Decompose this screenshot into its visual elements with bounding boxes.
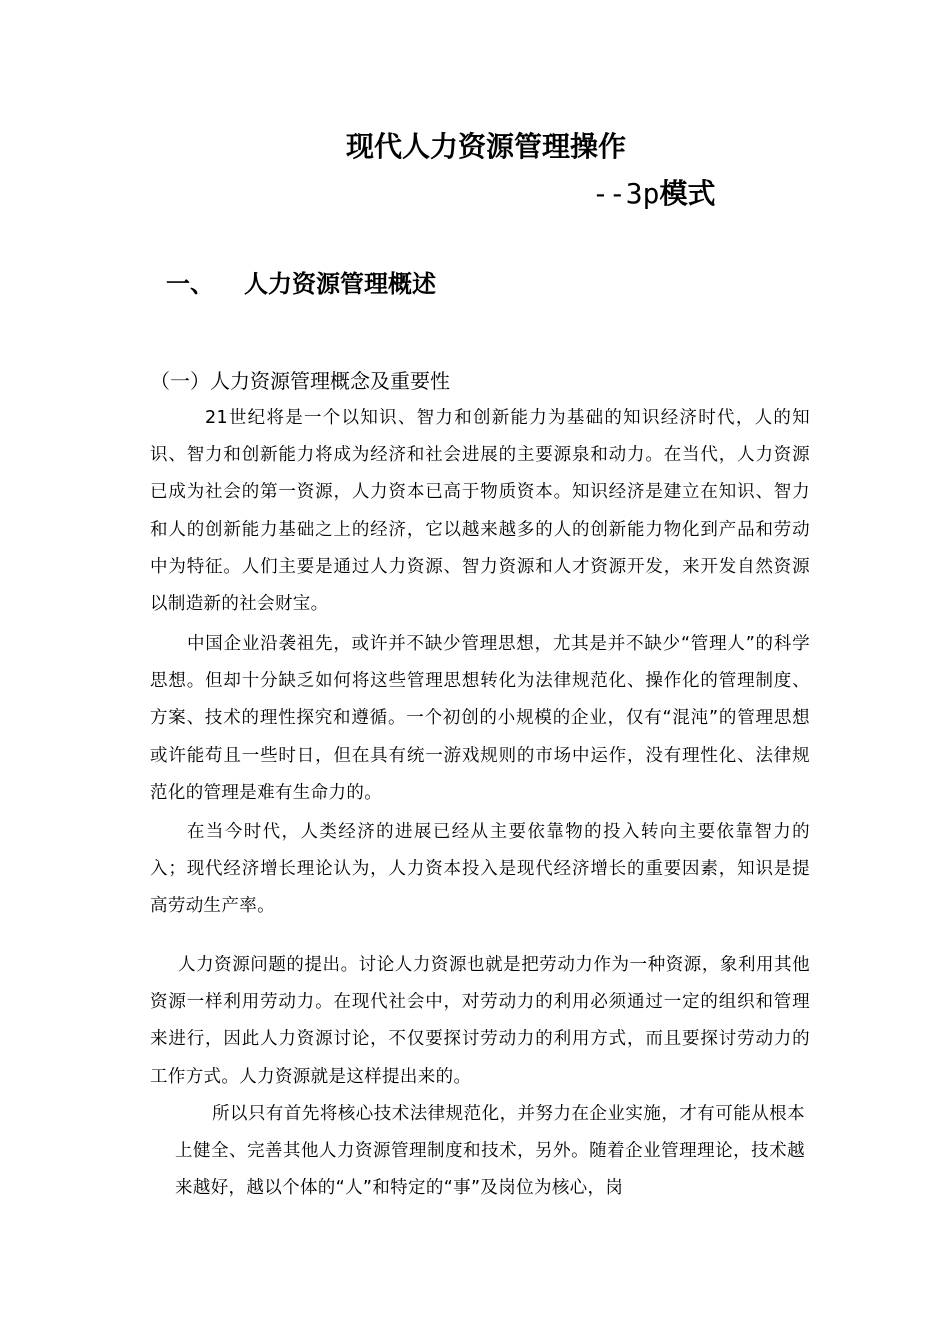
- section-title: 人力资源管理概述: [244, 270, 436, 298]
- document-subtitle: [592, 174, 715, 214]
- paragraph-5: 所以只有首先将核心技术法律规范化，并努力在企业实施，才有可能从根本上健全、完善其他人力资源管理制度和技术，另外。随着企业管理理论，技术越来越好，越以个体的“人”和特定的“事”及岗位为核心，岗: [175, 1104, 805, 1199]
- document-title: 现代人力资源管理操作: [346, 130, 627, 163]
- paragraph-3: 在当今时代，人类经济的进展已经从主要依靠物的投入转向主要依靠智力的入；现代经济增长理论认为，人力资本投入是现代经济增长的重要因素，知识是提高劳动生产率。: [150, 822, 810, 917]
- paragraph-1: 21世纪将是一个以知识、智力和创新能力为基础的知识经济时代，人的知识、智力和创新能力将成为经济和社会进展的主要源泉和动力。在当代，人力资源已成为社会的第一资源，人力资本已高于物质资本。知识经济是建立在知识、智力和人的创新能力基础之上的经济，它以越来越多的人的创新能力物化到产品和劳动中为特征。人们主要是通过人力资源、智力资源和人才资源开发，来开发自然资源以制造新的社会财宝。: [150, 408, 810, 615]
- section-number: 一、: [166, 270, 214, 298]
- paragraph-2: 中国企业沿袭祖先，或许并不缺少管理思想，尤其是并不缺少“管理人”的科学思想。但却十分缺乏如何将这些管理思想转化为法律规范化、操作化的管理制度、方案、技术的理性探究和遵循。一个初创的小规模的企业，仅有“混沌”的管理思想或许能苟且一些时日，但在具有统一游戏规则的市场中运作，没有理性化、法律规范化的管理是难有生命力的。: [150, 634, 810, 803]
- subsection-title: （一）人力资源管理概念及重要性: [150, 369, 450, 393]
- paragraph-4: 人力资源问题的提出。讨论人力资源也就是把劳动力作为一种资源，象利用其他资源一样利用劳动力。在现代社会中，对劳动力的利用必须通过一定的组织和管理来进行，因此人力资源讨论，不仅要探讨劳动力的利用方式，而且要探讨劳动力的工作方式。人力资源就是这样提出来的。: [150, 955, 810, 1087]
- subtitle-prefix: --3p: [592, 177, 660, 210]
- subtitle-suffix: 模式: [659, 177, 716, 210]
